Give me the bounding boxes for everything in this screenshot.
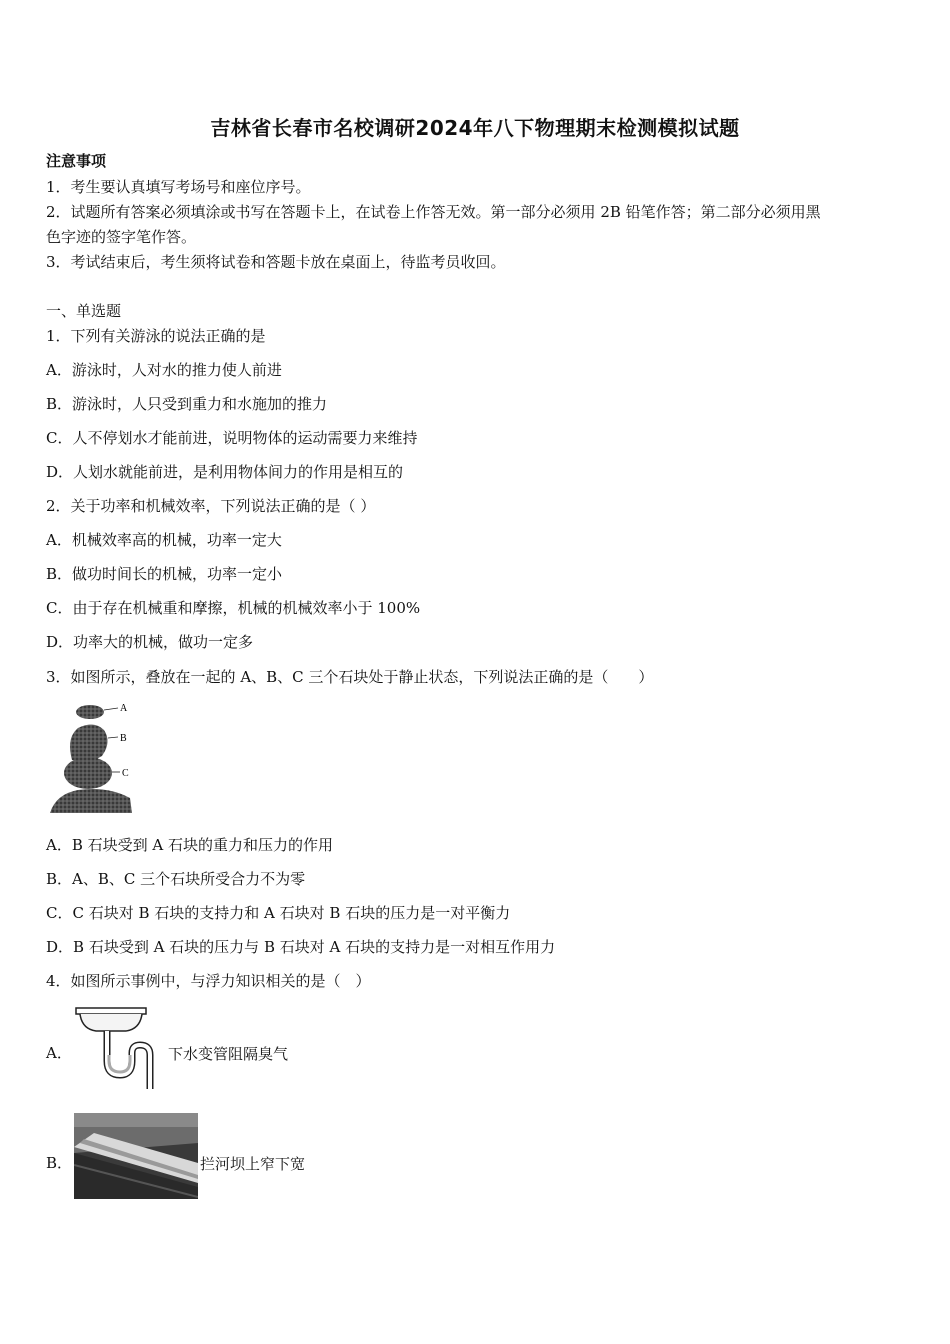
notice-item: 3．考试结束后，考生须将试卷和答题卡放在桌面上，待监考员收回。 xyxy=(46,253,506,271)
question-stem-1: 1．下列有关游泳的说法正确的是 xyxy=(46,327,266,345)
label-c: C xyxy=(122,768,129,779)
label-b: B xyxy=(120,733,127,744)
trap-water xyxy=(109,1055,130,1072)
stone-b xyxy=(70,724,108,761)
question-4-option-a-caption: 下水变管阻隔臭气 xyxy=(168,1045,289,1063)
question-1-option-c: C．人不停划水才能前进，说明物体的运动需要力来维持 xyxy=(46,429,418,447)
question-3-option-a: A．B 石块受到 A 石块的重力和压力的作用 xyxy=(46,836,333,854)
question-stem-4: 4．如图所示事例中，与浮力知识相关的是（ ） xyxy=(46,972,371,990)
question-3-option-d: D．B 石块受到 A 石块的压力与 B 石块对 A 石块的支持力是一对相互作用力 xyxy=(46,938,556,956)
notice-heading: 注意事项 xyxy=(46,152,107,170)
sky xyxy=(74,1113,198,1127)
question-1-option-b: B．游泳时，人只受到重力和水施加的推力 xyxy=(46,395,328,413)
section-heading: 一、单选题 xyxy=(46,302,122,320)
dam-photo xyxy=(74,1113,198,1199)
sink-trap-figure xyxy=(74,1005,166,1091)
question-3-option-b: B．A、B、C 三个石块所受合力不为零 xyxy=(46,870,306,888)
base-rock xyxy=(50,789,132,813)
question-4-option-b-letter: B． xyxy=(46,1154,73,1172)
leader-line-a xyxy=(104,708,118,710)
leader-line-b xyxy=(108,737,118,738)
stone-a xyxy=(76,705,104,719)
question-2-option-d: D．功率大的机械，做功一定多 xyxy=(46,633,254,651)
sink-rim xyxy=(76,1008,146,1014)
question-1-option-a: A．游泳时，人对水的推力使人前进 xyxy=(46,361,282,379)
question-4-option-a-letter: A． xyxy=(46,1044,72,1062)
notice-item: 1．考生要认真填写考场号和座位序号。 xyxy=(46,178,311,196)
question-4-option-b-caption: 拦河坝上窄下宽 xyxy=(200,1155,306,1173)
stacked-stones-figure xyxy=(48,698,138,816)
page-title: 吉林省长春市名校调研2024年八下物理期末检测模拟试题 xyxy=(210,116,740,140)
sink-basin xyxy=(80,1014,142,1031)
question-2-option-a: A．机械效率高的机械，功率一定大 xyxy=(46,531,282,549)
stone-c xyxy=(64,757,112,789)
question-stem-3: 3．如图所示，叠放在一起的 A、B、C 三个石块处于静止状态，下列说法正确的是（ ） xyxy=(46,668,654,686)
notice-item: 2．试题所有答案必须填涂或书写在答题卡上，在试卷上作答无效。第一部分必须用 2B 铅笔作答；第二部分必须用黑 xyxy=(46,203,821,221)
label-a: A xyxy=(120,703,128,714)
question-2-option-c: C．由于存在机械重和摩擦，机械的机械效率小于 100% xyxy=(46,599,421,617)
question-2-option-b: B．做功时间长的机械，功率一定小 xyxy=(46,565,283,583)
question-3-option-c: C．C 石块对 B 石块的支持力和 A 石块对 B 石块的压力是一对平衡力 xyxy=(46,904,511,922)
question-1-option-d: D．人划水就能前进，是利用物体间力的作用是相互的 xyxy=(46,463,404,481)
notice-item: 色字迹的签字笔作答。 xyxy=(46,228,197,246)
question-stem-2: 2．关于功率和机械效率，下列说法正确的是（ ） xyxy=(46,497,376,515)
